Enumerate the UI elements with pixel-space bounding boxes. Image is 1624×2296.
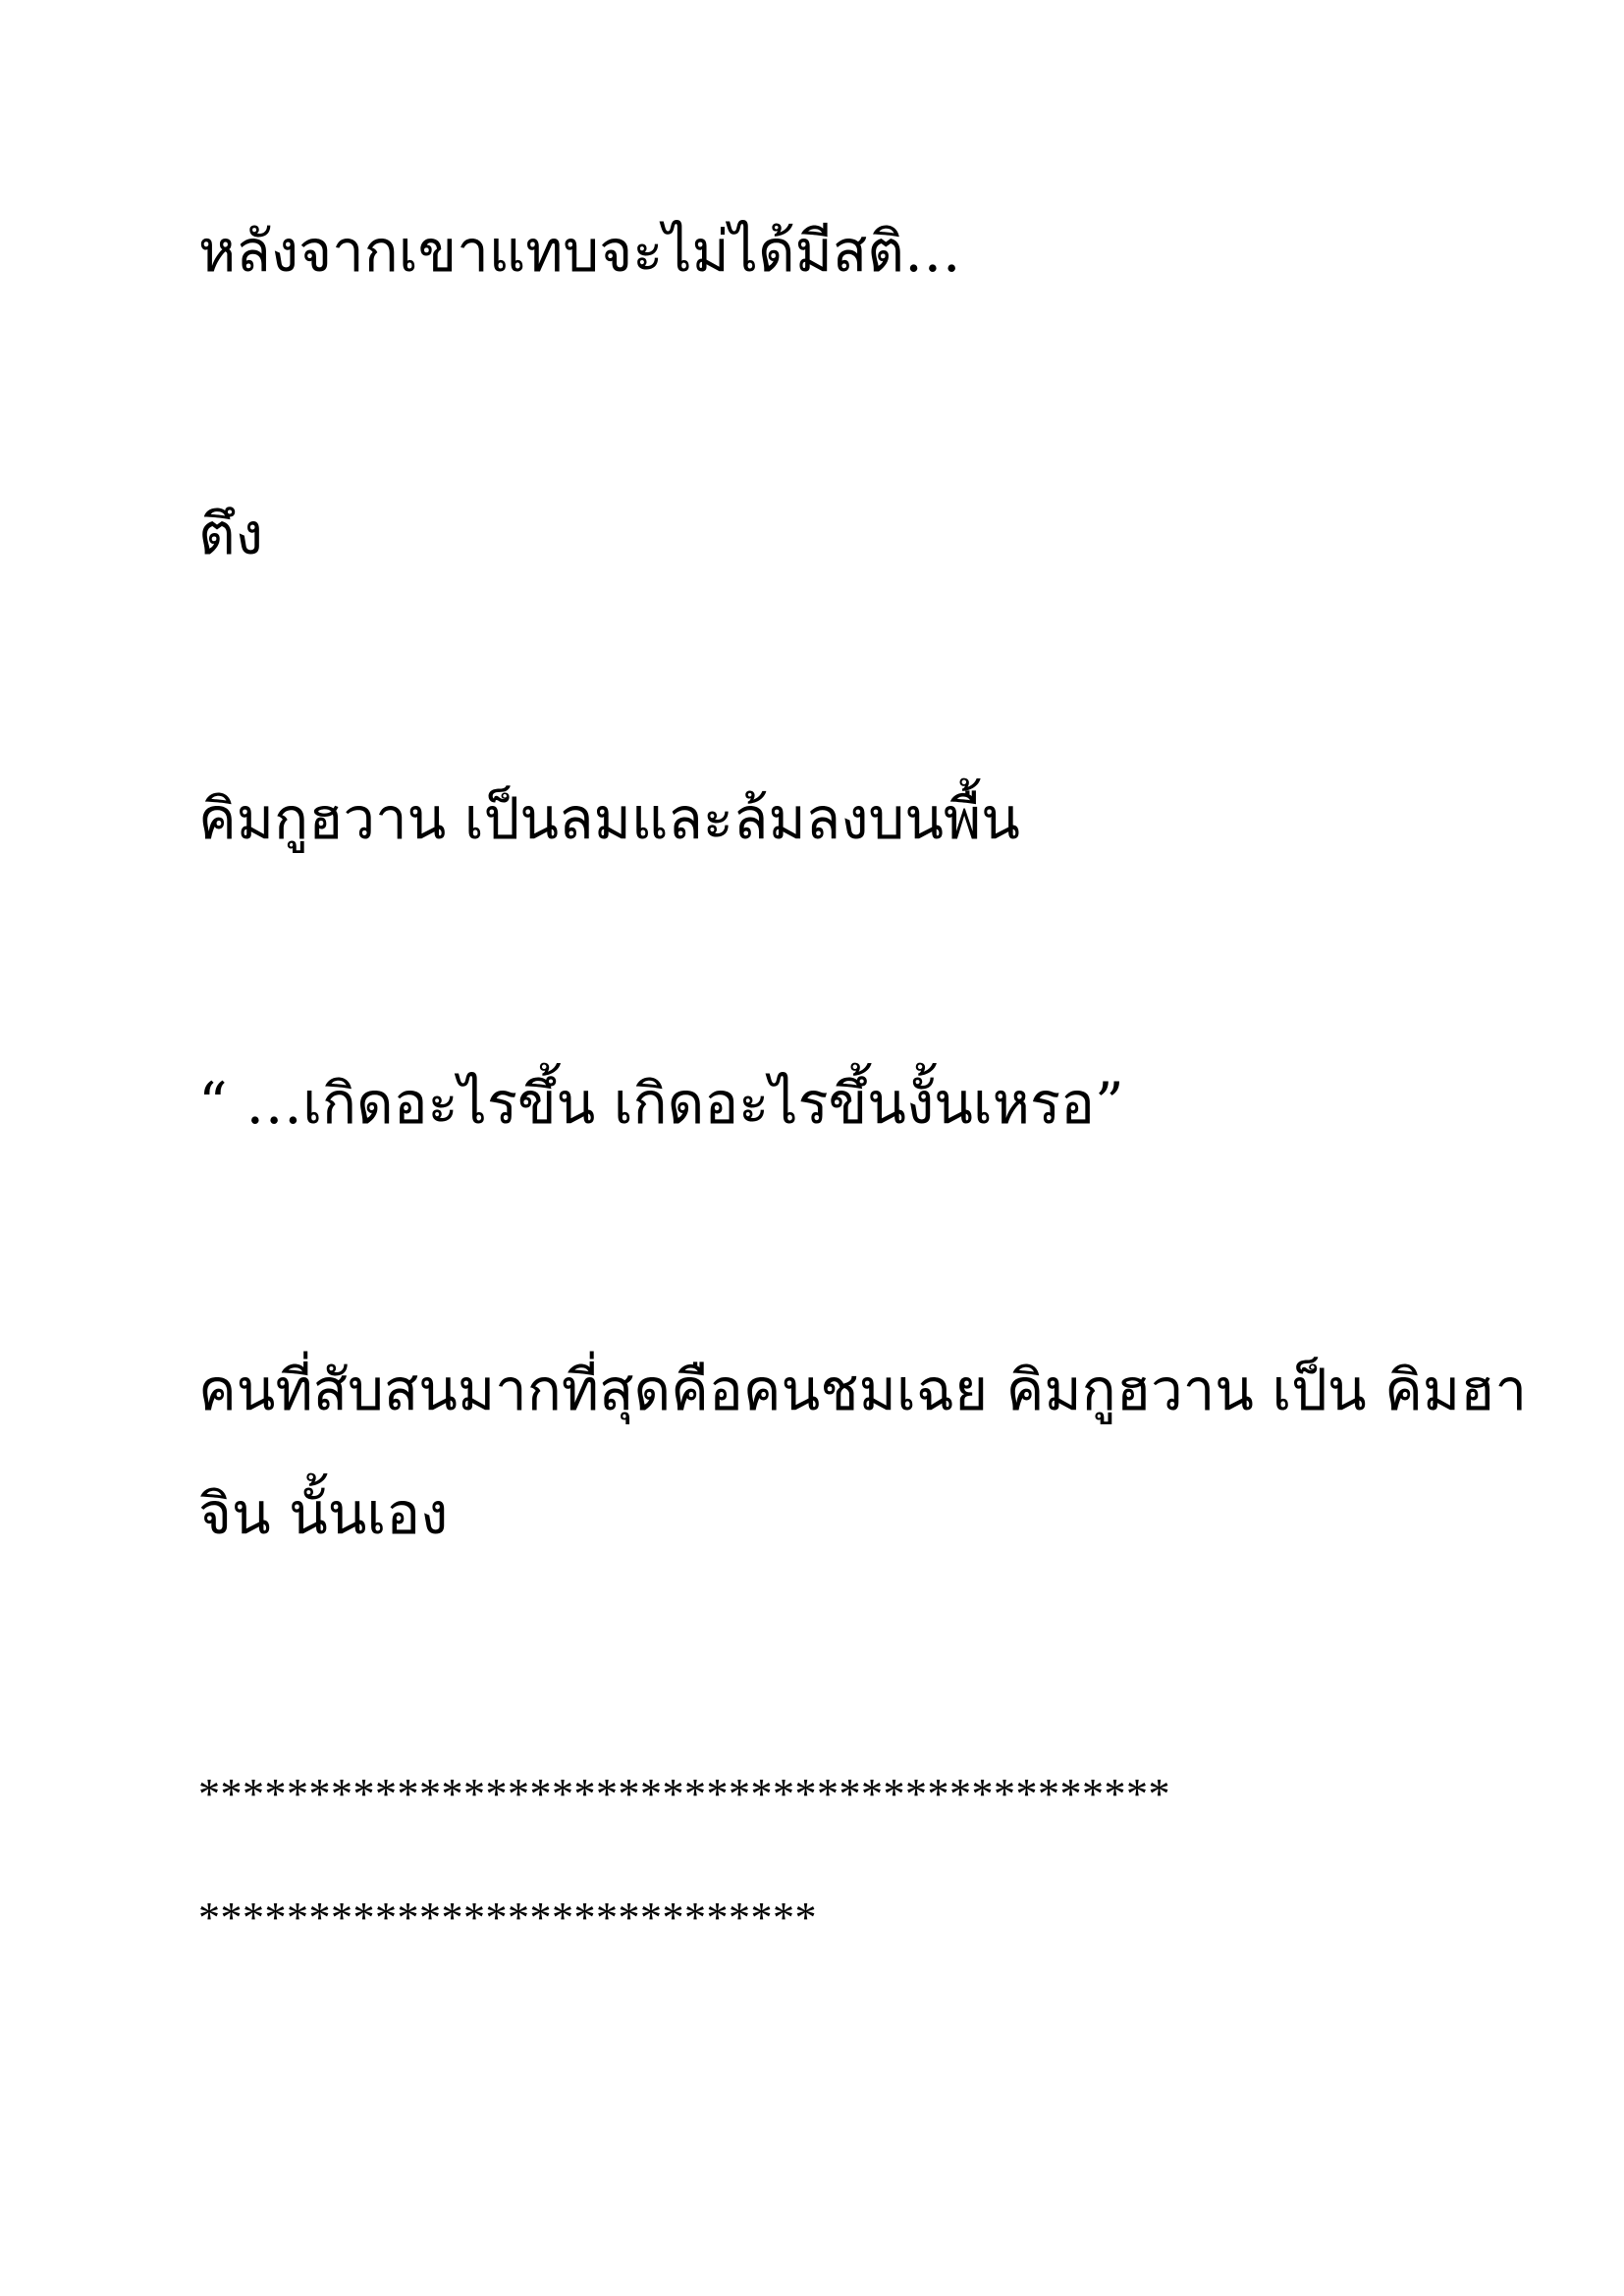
- separator-line-1: ********************************************: [198, 1770, 1170, 1818]
- paragraph-4-dialogue: “ …เกิดอะไรขึ้น เกิดอะไรขึ้นงั้นเหรอ”: [198, 1070, 1124, 1137]
- paragraph-5-line-2: จิน นั้นเอง: [198, 1480, 449, 1547]
- separator-line-2: ****************************: [198, 1894, 817, 1942]
- paragraph-5-line-1: คนที่สับสนมากที่สุดคือคนชมเฉย คิมกูฮวาน เป็น คิมฮา: [198, 1357, 1528, 1423]
- paragraph-1: หลังจากเขาแทบจะไม่ได้มีสติ…: [198, 218, 961, 285]
- paragraph-2: ตึง: [198, 501, 263, 567]
- paragraph-3: คิมกูฮวาน เป็นลมและล้มลงบนพื้น: [198, 785, 1020, 852]
